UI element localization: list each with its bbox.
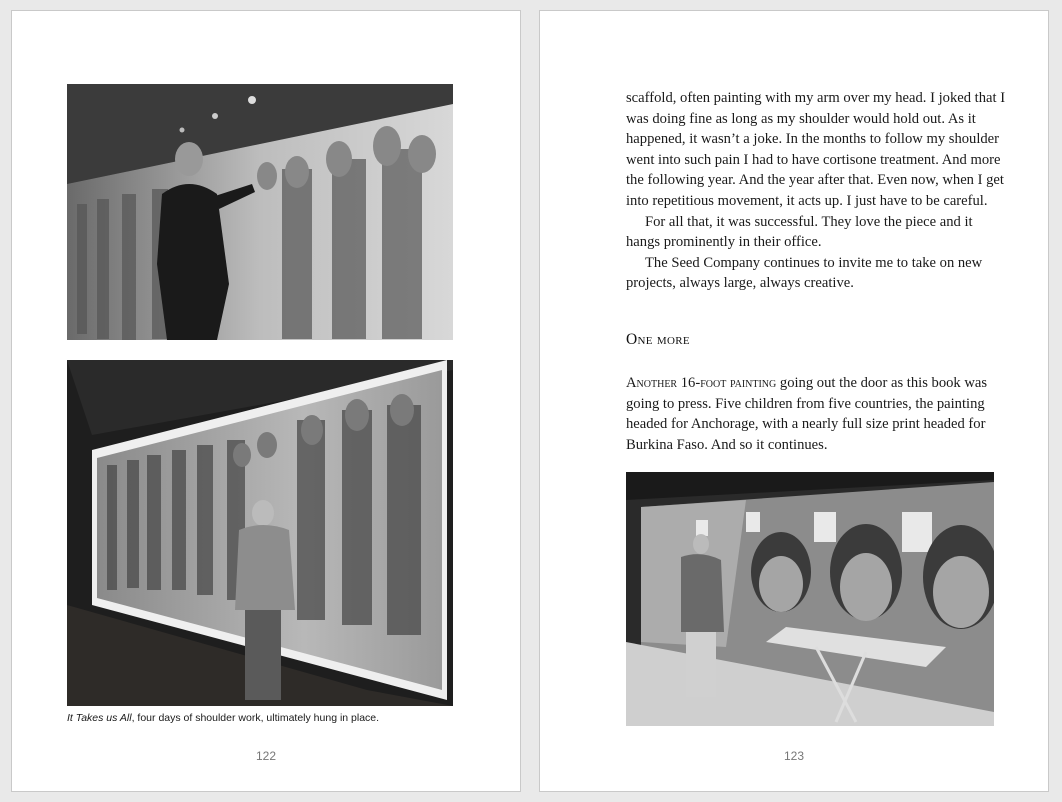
photo-painting-children-portraits (626, 472, 994, 726)
left-page (11, 10, 521, 792)
paragraph-4 (626, 373, 1006, 455)
photo-mural-hung-in-place (67, 360, 453, 706)
section-body (626, 373, 1006, 455)
page-number-left: 122 (255, 749, 277, 763)
right-page (539, 10, 1049, 792)
section-lead-in: Another 16-foot painting (626, 375, 777, 391)
section-heading: One more (626, 331, 690, 348)
paragraph-3: The Seed Company continues to invite me to take on new projects, always large, always creative. (626, 254, 983, 292)
paragraph-1: scaffold, often painting with my arm over my head. I joked that I was doing fine as long as my shoulder would hold out. As it happened, it wasn’t a joke. In the months to follow my shoulder went into such pain I had to have cortisone treatment. And more the following year. And the year after that. Even now, when I get into repetitious movement, it acts up. I just have to be careful. (626, 90, 1006, 209)
caption-text: , four days of shoulder work, ultimately hung in place. (131, 712, 380, 724)
body-text-continued (626, 88, 1006, 294)
caption-title: It Takes us All (67, 712, 132, 724)
section-lead-rest: going out the door as this book was going to press. Five children from five countries, the painting headed for Anchorage, with a nearly full size print headed for Burkina Faso. And so it continues. (626, 375, 988, 453)
photo-caption (67, 712, 487, 724)
page-number-right: 123 (783, 749, 805, 763)
photo-artist-painting-mural (67, 84, 453, 340)
paragraph-2: For all that, it was successful. They love the piece and it hangs prominently in their office. (626, 213, 973, 251)
